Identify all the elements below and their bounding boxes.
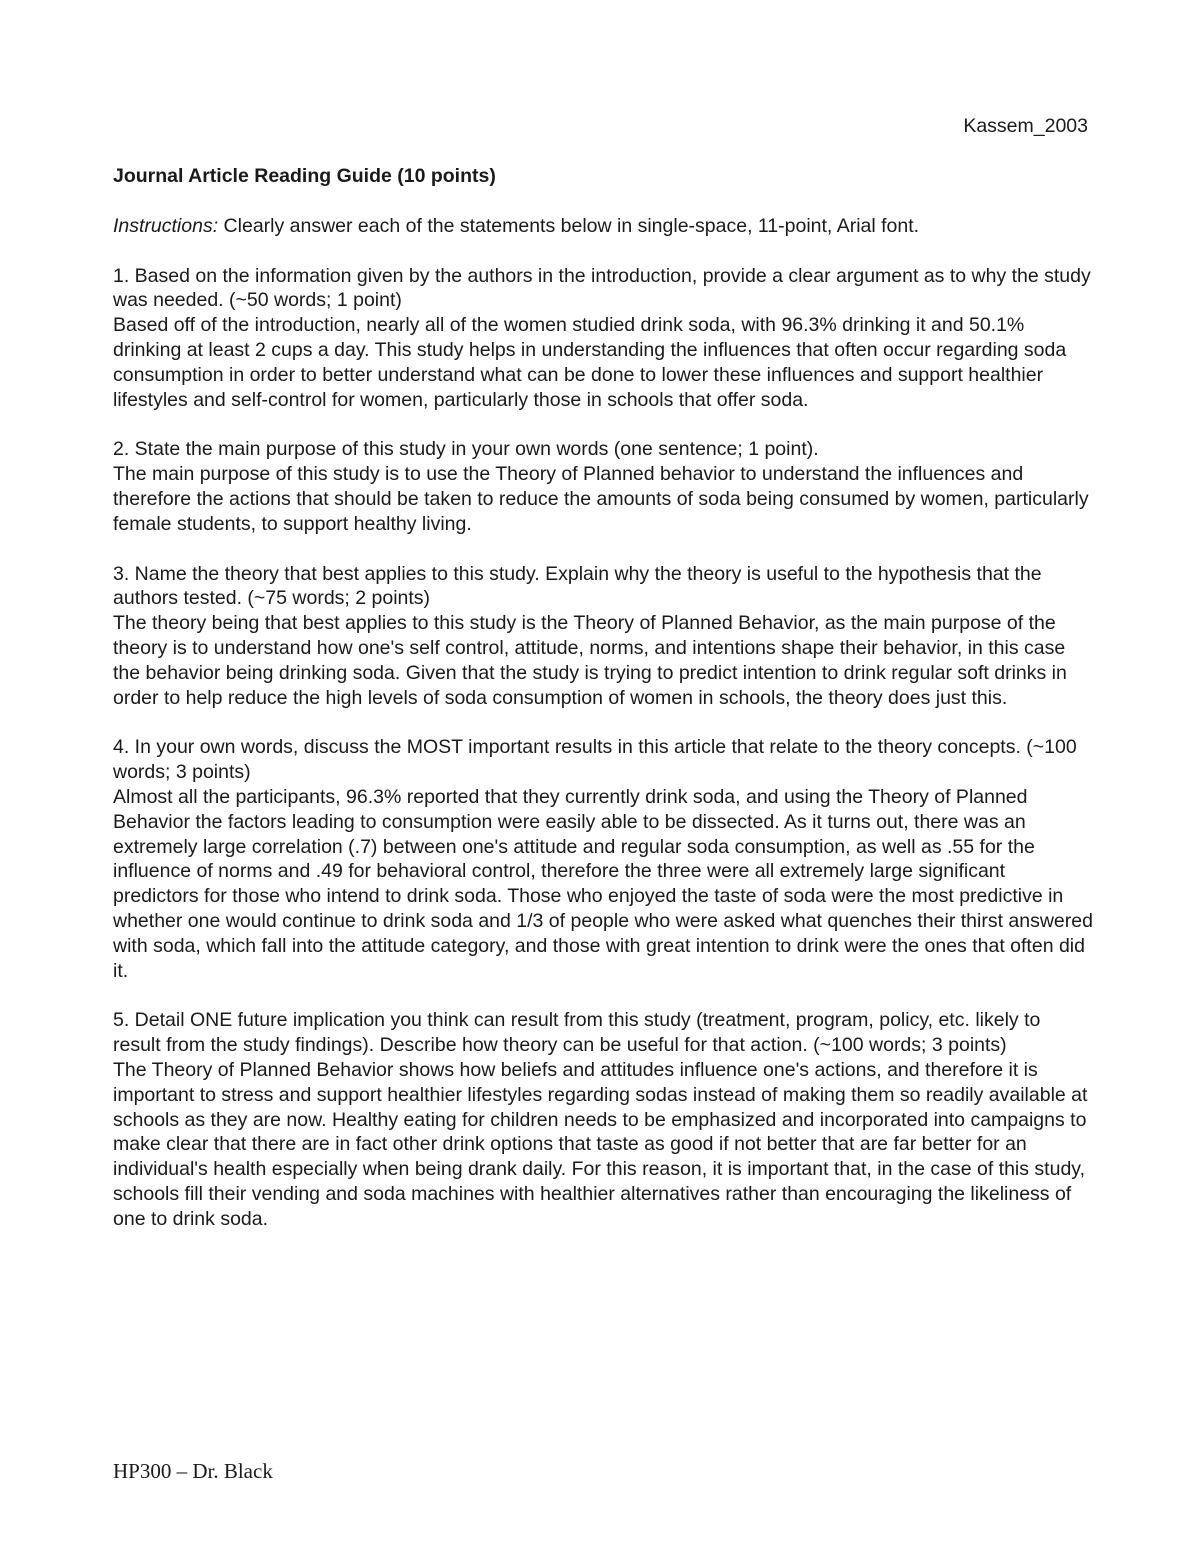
page-footer: HP300 – Dr. Black (113, 1459, 273, 1483)
question-answer: The main purpose of this study is to use the Theory of Planned behavior to understand the influences and therefore the actions that should be taken to reduce the amounts of soda being consumed by women, particularly female students, to support healthy living. (113, 463, 1089, 535)
document-code: Kassem_2003 (963, 115, 1088, 137)
question-prompt: 5. Detail ONE future implication you think can result from this study (treatment, program, policy, etc. likely to result from the study findings). Describe how theory can be useful for that action. (~100 words; 3 points) (113, 1009, 1041, 1057)
question-prompt: 3. Name the theory that best applies to this study. Explain why the theory is useful to the hypothesis that the authors tested. (~75 words; 2 points) (113, 562, 1042, 610)
question-answer: The theory being that best applies to this study is the Theory of Planned Behavior, as the main purpose of the theory is to understand how one's self control, attitude, norms, and intentions shape their behavior, in this case the behavior being drinking soda. Given that the study is trying to predict intention to drink regular soft drinks in order to help reduce the high levels of soda consumption of women in schools, the theory does just this. (113, 612, 1067, 709)
document-body (113, 164, 1093, 1231)
question-prompt: 4. In your own words, discuss the MOST important results in this article that relate to the theory concepts. (~100 words; 3 points) (113, 736, 1077, 784)
instructions-text: Clearly answer each of the statements below in single-space, 11-point, Arial font. (218, 214, 920, 237)
question-answer: The Theory of Planned Behavior shows how beliefs and attitudes influence one's actions, and therefore it is important to stress and support healthier lifestyles regarding sodas instead of making them so readily available at schools as they are now. Healthy eating for children needs to be emphasized and incorporated into campaigns to make clear that there are in fact other drink options that taste as good if not better that are far better for an individual's health especially when being drank daily. For this reason, it is important that, in the case of this study, schools fill their vending and soda machines with healthier alternatives rather than encouraging the likeliness of one to drink soda. (113, 1058, 1088, 1230)
question-prompt: 1. Based on the information given by the authors in the introduction, provide a clear argument as to why the study was needed. (~50 words; 1 point) (113, 264, 1091, 312)
document-title: Journal Article Reading Guide (10 points) (113, 165, 496, 187)
instructions (113, 214, 1093, 239)
question-prompt: 2. State the main purpose of this study in your own words (one sentence; 1 point). (113, 438, 819, 461)
question-5 (113, 1008, 1093, 1231)
question-4 (113, 735, 1093, 983)
question-3 (113, 562, 1093, 711)
question-1 (113, 264, 1093, 413)
question-answer: Based off of the introduction, nearly all of the women studied drink soda, with 96.3% drinking it and 50.1% drinking at least 2 cups a day. This study helps in understanding the influences that often occur regarding soda consumption in order to better understand what can be done to lower these influences and support healthier lifestyles and self-control for women, particularly those in schools that offer soda. (113, 314, 1067, 411)
instructions-lead: Instructions: (113, 214, 219, 237)
question-answer: Almost all the participants, 96.3% reported that they currently drink soda, and using the Theory of Planned Behavior the factors leading to consumption were easily able to be dissected. As it turns out, there was an extremely large correlation (.7) between one's attitude and regular soda consumption, as well as .55 for the influence of norms and .49 for behavioral control, therefore the three were all extremely large significant predictors for those who intend to drink soda. Those who enjoyed the taste of soda were the most predictive in whether one would continue to drink soda and 1/3 of people who were asked what quenches their thirst answered with soda, which fall into the attitude category, and those with great intention to drink were the ones that often did it. (113, 785, 1093, 982)
question-2 (113, 437, 1093, 536)
